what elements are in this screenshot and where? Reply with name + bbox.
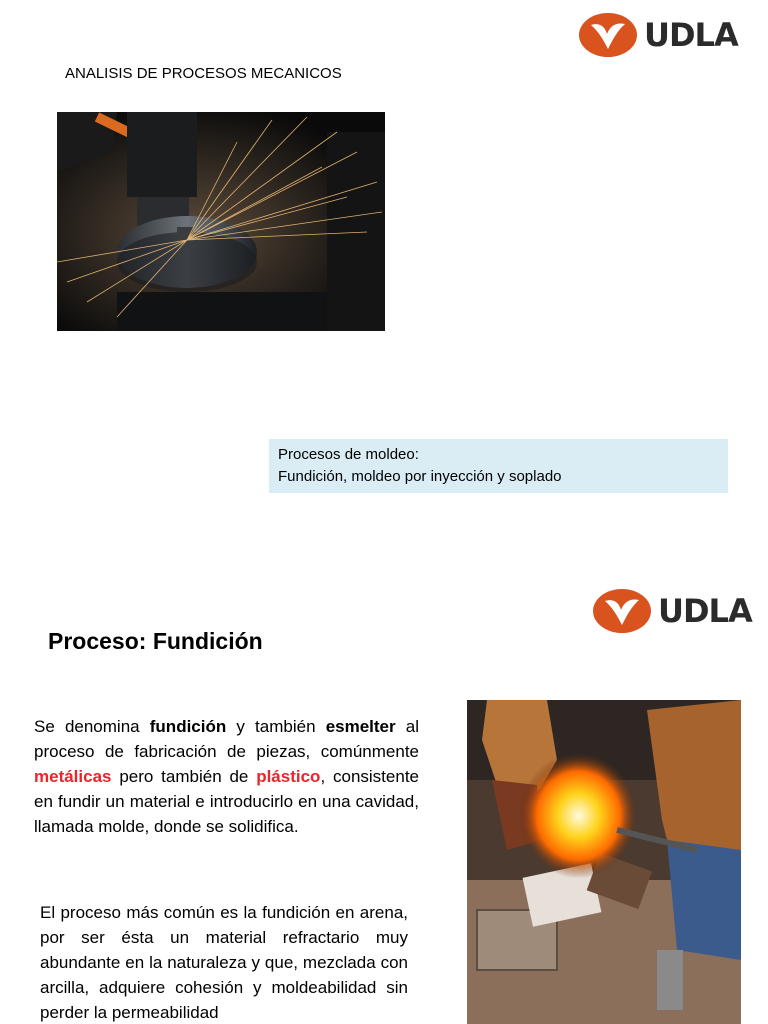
udla-logo-text: UDLA [644, 16, 738, 54]
sand-casting-paragraph: El proceso más común es la fundición en arena, por ser ésta un material refractario muy abundante en la naturaleza y que, mezclada con arcilla, adquiere cohesión y moldeabilidad sin perder la permeabilidad [40, 903, 408, 1022]
udla-logo-icon [592, 588, 652, 634]
para1-text-5: , consistente en fundir un material e introducirlo en una cavidad, llamada molde, donde se solidifica. [34, 767, 419, 836]
slide-title: Proceso: Fundición [48, 628, 263, 654]
term-metalicas: metálicas [34, 767, 112, 786]
udla-logo-text: UDLA [658, 592, 752, 630]
definition-paragraph [34, 714, 419, 839]
sparks-machining-photo [57, 112, 385, 331]
term-fundicion: fundición [149, 717, 227, 736]
udla-logo [592, 588, 752, 634]
info-box-line-1: Procesos de moldeo: [278, 446, 419, 463]
slide-heading: ANALISIS DE PROCESOS MECANICOS [65, 65, 342, 82]
para1-text-1: Se denomina [34, 717, 150, 736]
term-plastico: plástico [256, 767, 321, 786]
process-info-box [269, 439, 728, 493]
udla-logo [578, 12, 738, 58]
udla-logo-icon [578, 12, 638, 58]
para1-text-4: pero también de [111, 767, 257, 786]
slide-2 [0, 568, 768, 1024]
info-box-line-2: Fundición, moldeo por inyección y soplado [278, 468, 562, 485]
term-esmelter: esmelter [325, 717, 396, 736]
para1-text-2: y también [226, 717, 326, 736]
para1-text-3: al proceso de fabricación de piezas, comúnmente [34, 717, 420, 761]
foundry-pouring-photo [467, 700, 741, 1024]
